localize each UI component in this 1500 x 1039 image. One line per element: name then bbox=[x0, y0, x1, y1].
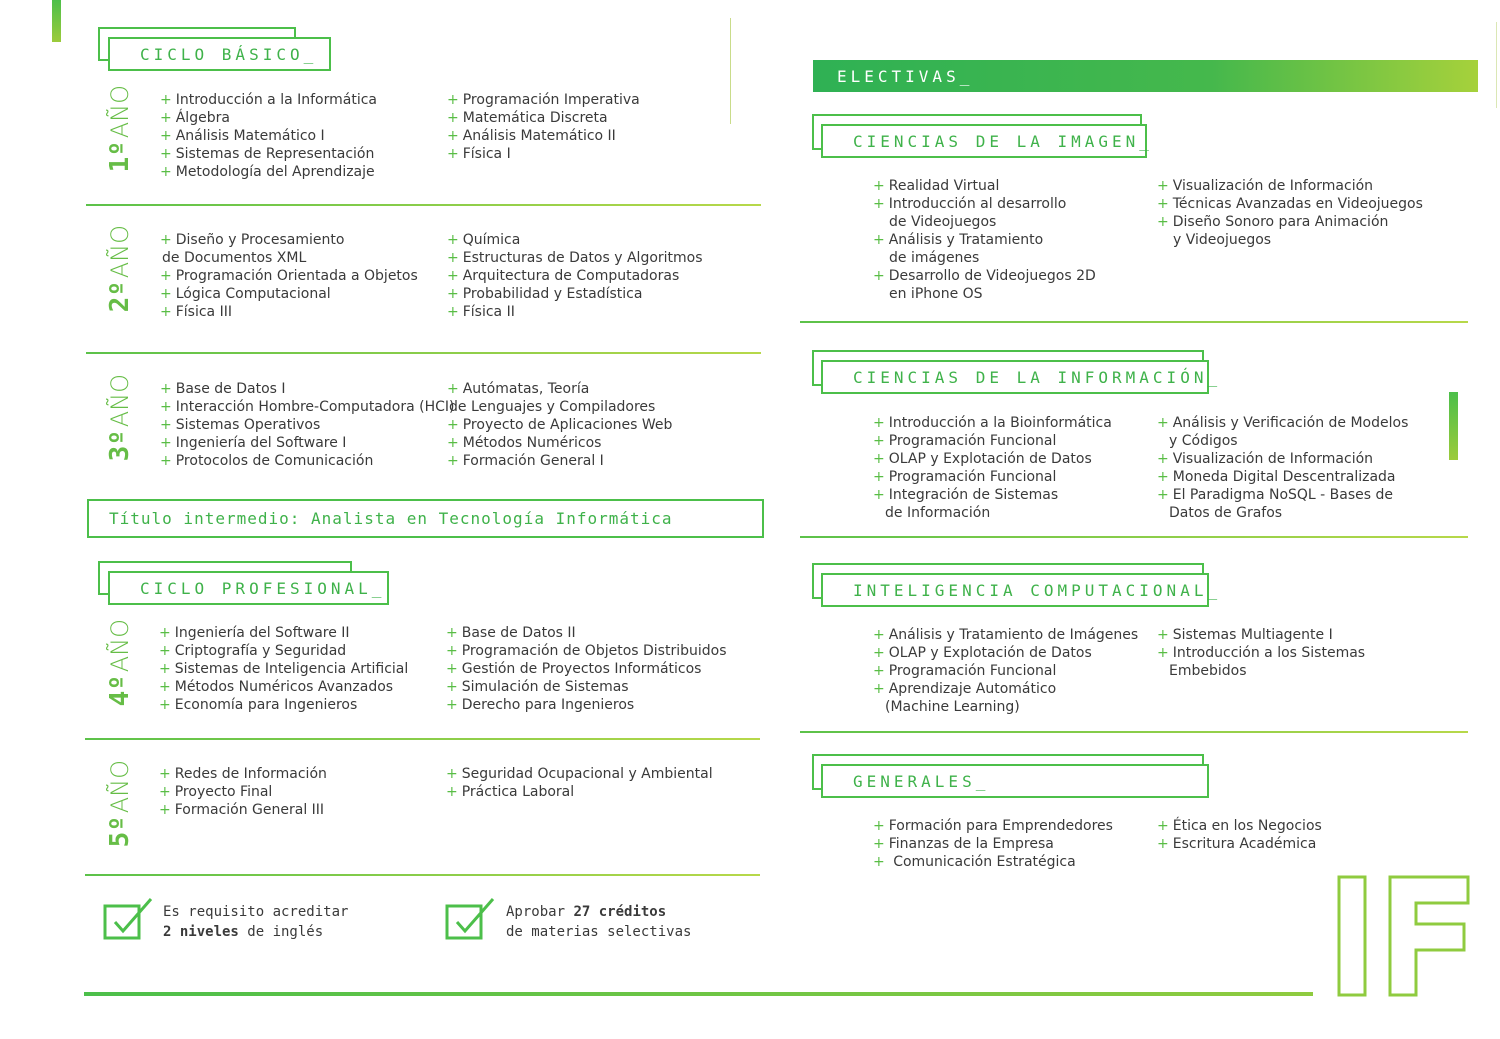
list-item: + Criptografía y Seguridad bbox=[159, 643, 347, 659]
year-number: 4º bbox=[105, 674, 135, 706]
list-item: + Física I bbox=[447, 146, 511, 162]
list-item: + Álgebra bbox=[160, 110, 230, 126]
requirement-credits bbox=[506, 902, 691, 942]
year-label-5 bbox=[100, 760, 140, 847]
list-item: + Matemática Discreta bbox=[447, 110, 608, 126]
list-item: + Análisis y Verificación de Modelos bbox=[1157, 415, 1409, 431]
informacion-subjects-col1 bbox=[873, 414, 1112, 522]
ciclo-profesional-title: CICLO PROFESIONAL_ bbox=[108, 571, 389, 605]
list-item: + Finanzas de la Empresa bbox=[873, 836, 1054, 852]
section-divider bbox=[800, 731, 1468, 733]
divider-line bbox=[730, 18, 731, 124]
year-label-1 bbox=[100, 85, 140, 172]
requirement-line: de materias selectivas bbox=[506, 924, 692, 940]
list-item: + Metodología del Aprendizaje bbox=[160, 164, 375, 180]
year-number: 1º bbox=[105, 140, 135, 172]
list-item: + Proyecto de Aplicaciones Web bbox=[447, 417, 673, 433]
list-item: + Moneda Digital Descentralizada bbox=[1157, 469, 1396, 485]
list-item: + Gestión de Proyectos Informáticos bbox=[446, 661, 702, 677]
list-item: + Física III bbox=[160, 304, 232, 320]
list-item: + Visualización de Información bbox=[1157, 178, 1374, 194]
year-3-subjects-col1 bbox=[160, 380, 454, 470]
list-item: + Programación Orientada a Objetos bbox=[160, 268, 418, 284]
list-item: + Autómatas, Teoría bbox=[447, 381, 590, 397]
list-item: + Análisis Matemático II bbox=[447, 128, 616, 144]
year-number: 3º bbox=[105, 429, 135, 461]
list-item: + Análisis Matemático I bbox=[160, 128, 325, 144]
list-item: + Sistemas de Inteligencia Artificial bbox=[159, 661, 409, 677]
list-item: de Videojuegos bbox=[889, 214, 997, 230]
list-item: Datos de Grafos bbox=[1169, 505, 1283, 521]
year-word: AÑO bbox=[106, 374, 134, 428]
list-item: + Formación para Emprendedores bbox=[873, 818, 1113, 834]
list-item: de Lenguajes y Compiladores bbox=[449, 399, 656, 415]
list-item: + Análisis y Tratamiento bbox=[873, 232, 1044, 248]
list-item: + Derecho para Ingenieros bbox=[446, 697, 635, 713]
list-item: + Base de Datos I bbox=[160, 381, 286, 397]
list-item: de imágenes bbox=[889, 250, 980, 266]
group-title-informacion: CIENCIAS DE LA INFORMACIÓN_ bbox=[821, 360, 1209, 394]
list-item: + Protocolos de Comunicación bbox=[160, 453, 374, 469]
list-item: + Ingeniería del Software II bbox=[159, 625, 350, 641]
list-item: + Introducción a la Bioinformática bbox=[873, 415, 1112, 431]
informacion-subjects-col2 bbox=[1157, 414, 1408, 522]
list-item: y Videojuegos bbox=[1173, 232, 1272, 248]
generales-subjects-col2 bbox=[1157, 817, 1322, 853]
year-4-subjects-col2 bbox=[446, 624, 727, 714]
list-item: + Análisis y Tratamiento de Imágenes bbox=[873, 627, 1139, 643]
section-divider bbox=[800, 321, 1468, 323]
list-item: + Práctica Laboral bbox=[446, 784, 575, 800]
year-number: 2º bbox=[105, 280, 135, 312]
list-item: + Sistemas de Representación bbox=[160, 146, 375, 162]
list-item: + Ética en los Negocios bbox=[1157, 818, 1322, 834]
list-item: + Programación de Objetos Distribuidos bbox=[446, 643, 727, 659]
list-item: + Simulación de Sistemas bbox=[446, 679, 629, 695]
list-item: Embebidos bbox=[1169, 663, 1247, 679]
list-item: + Introducción a la Informática bbox=[160, 92, 377, 108]
list-item: + Física II bbox=[447, 304, 515, 320]
right-accent-bar bbox=[1449, 392, 1458, 460]
year-2-subjects-col2 bbox=[447, 231, 703, 321]
group-title-imagen: CIENCIAS DE LA IMAGEN_ bbox=[821, 124, 1147, 158]
list-item: + Proyecto Final bbox=[159, 784, 273, 800]
divider-line bbox=[1496, 22, 1497, 108]
year-1-subjects-col1 bbox=[160, 91, 377, 181]
list-item: + Sistemas Operativos bbox=[160, 417, 321, 433]
titulo-intermedio: Título intermedio: Analista en Tecnología Informática bbox=[87, 499, 764, 538]
list-item: de Información bbox=[885, 505, 991, 521]
list-item: + Introducción al desarrollo bbox=[873, 196, 1067, 212]
list-item: + Aprendizaje Automático bbox=[873, 681, 1057, 697]
list-item: + Redes de Información bbox=[159, 766, 327, 782]
generales-subjects-col1 bbox=[873, 817, 1113, 871]
section-divider bbox=[800, 536, 1468, 538]
list-item: + Técnicas Avanzadas en Videojuegos bbox=[1157, 196, 1423, 212]
list-item: + Comunicación Estratégica bbox=[873, 854, 1076, 870]
list-item: + Economía para Ingenieros bbox=[159, 697, 358, 713]
year-word: AÑO bbox=[106, 85, 134, 139]
list-item: + Programación Funcional bbox=[873, 433, 1057, 449]
ciclo-basico-title: CICLO BÁSICO_ bbox=[108, 37, 331, 71]
list-item: + Estructuras de Datos y Algoritmos bbox=[447, 250, 703, 266]
list-item: + Diseño y Procesamiento bbox=[160, 232, 345, 248]
year-word: AÑO bbox=[106, 760, 134, 814]
list-item: + Programación Funcional bbox=[873, 663, 1057, 679]
year-label-4 bbox=[100, 619, 140, 706]
year-label-2 bbox=[100, 225, 140, 312]
list-item: + Formación General I bbox=[447, 453, 604, 469]
list-item: + Química bbox=[447, 232, 521, 248]
list-item: + Realidad Virtual bbox=[873, 178, 1000, 194]
list-item: + Programación Funcional bbox=[873, 469, 1057, 485]
top-left-accent-bar bbox=[52, 0, 61, 42]
list-item: + Integración de Sistemas bbox=[873, 487, 1059, 503]
year-3-subjects-col2 bbox=[447, 380, 672, 470]
year-5-subjects-col2 bbox=[446, 765, 713, 801]
list-item: + Métodos Numéricos Avanzados bbox=[159, 679, 394, 695]
list-item: + Escritura Académica bbox=[1157, 836, 1317, 852]
year-2-subjects-col1 bbox=[160, 231, 418, 321]
list-item: + Base de Datos II bbox=[446, 625, 576, 641]
year-number: 5º bbox=[105, 815, 135, 847]
list-item: + Arquitectura de Computadoras bbox=[447, 268, 680, 284]
group-title-generales: GENERALES_ bbox=[821, 764, 1209, 798]
requirement-line: Aprobar 27 créditos bbox=[506, 904, 667, 920]
list-item: + Desarrollo de Videojuegos 2D bbox=[873, 268, 1096, 284]
list-item: (Machine Learning) bbox=[885, 699, 1020, 715]
requirement-line: Es requisito acreditar bbox=[163, 904, 349, 920]
list-item: + Diseño Sonoro para Animación bbox=[1157, 214, 1389, 230]
list-item: en iPhone OS bbox=[889, 286, 983, 302]
list-item: + Introducción a los Sistemas bbox=[1157, 645, 1366, 661]
electivas-banner: ELECTIVAS_ bbox=[813, 60, 1478, 92]
section-divider bbox=[86, 352, 761, 354]
checkbox-check-icon bbox=[103, 896, 155, 942]
group-title-inteligencia: INTELIGENCIA COMPUTACIONAL_ bbox=[821, 573, 1209, 607]
list-item: + Visualización de Información bbox=[1157, 451, 1374, 467]
checkbox-check-icon bbox=[445, 896, 497, 942]
list-item: + Seguridad Ocupacional y Ambiental bbox=[446, 766, 713, 782]
year-word: AÑO bbox=[106, 619, 134, 673]
list-item: + Formación General III bbox=[159, 802, 325, 818]
section-divider bbox=[85, 738, 760, 740]
list-item: + Lógica Computacional bbox=[160, 286, 331, 302]
requirement-line: 2 niveles de inglés bbox=[163, 924, 324, 940]
section-divider bbox=[86, 204, 761, 206]
list-item: + El Paradigma NoSQL - Bases de bbox=[1157, 487, 1394, 503]
list-item: + OLAP y Explotación de Datos bbox=[873, 451, 1092, 467]
requirement-english bbox=[163, 902, 348, 942]
section-divider bbox=[85, 874, 760, 876]
list-item: + Programación Imperativa bbox=[447, 92, 640, 108]
list-item: y Códigos bbox=[1169, 433, 1238, 449]
list-item: + Ingeniería del Software I bbox=[160, 435, 347, 451]
imagen-subjects-col1 bbox=[873, 177, 1096, 303]
list-item: + Sistemas Multiagente I bbox=[1157, 627, 1333, 643]
inteligencia-subjects-col1 bbox=[873, 626, 1138, 716]
list-item: + Interacción Hombre-Computadora (HCI) bbox=[160, 399, 455, 415]
year-1-subjects-col2 bbox=[447, 91, 640, 163]
year-4-subjects-col1 bbox=[159, 624, 408, 714]
imagen-subjects-col2 bbox=[1157, 177, 1423, 249]
year-word: AÑO bbox=[106, 225, 134, 279]
list-item: de Documentos XML bbox=[162, 250, 307, 266]
bottom-divider bbox=[84, 992, 1313, 996]
list-item: + OLAP y Explotación de Datos bbox=[873, 645, 1092, 661]
year-5-subjects-col1 bbox=[159, 765, 327, 819]
if-logo bbox=[1334, 872, 1474, 1000]
list-item: + Métodos Numéricos bbox=[447, 435, 602, 451]
inteligencia-subjects-col2 bbox=[1157, 626, 1365, 680]
list-item: + Probabilidad y Estadística bbox=[447, 286, 643, 302]
year-label-3 bbox=[100, 374, 140, 461]
